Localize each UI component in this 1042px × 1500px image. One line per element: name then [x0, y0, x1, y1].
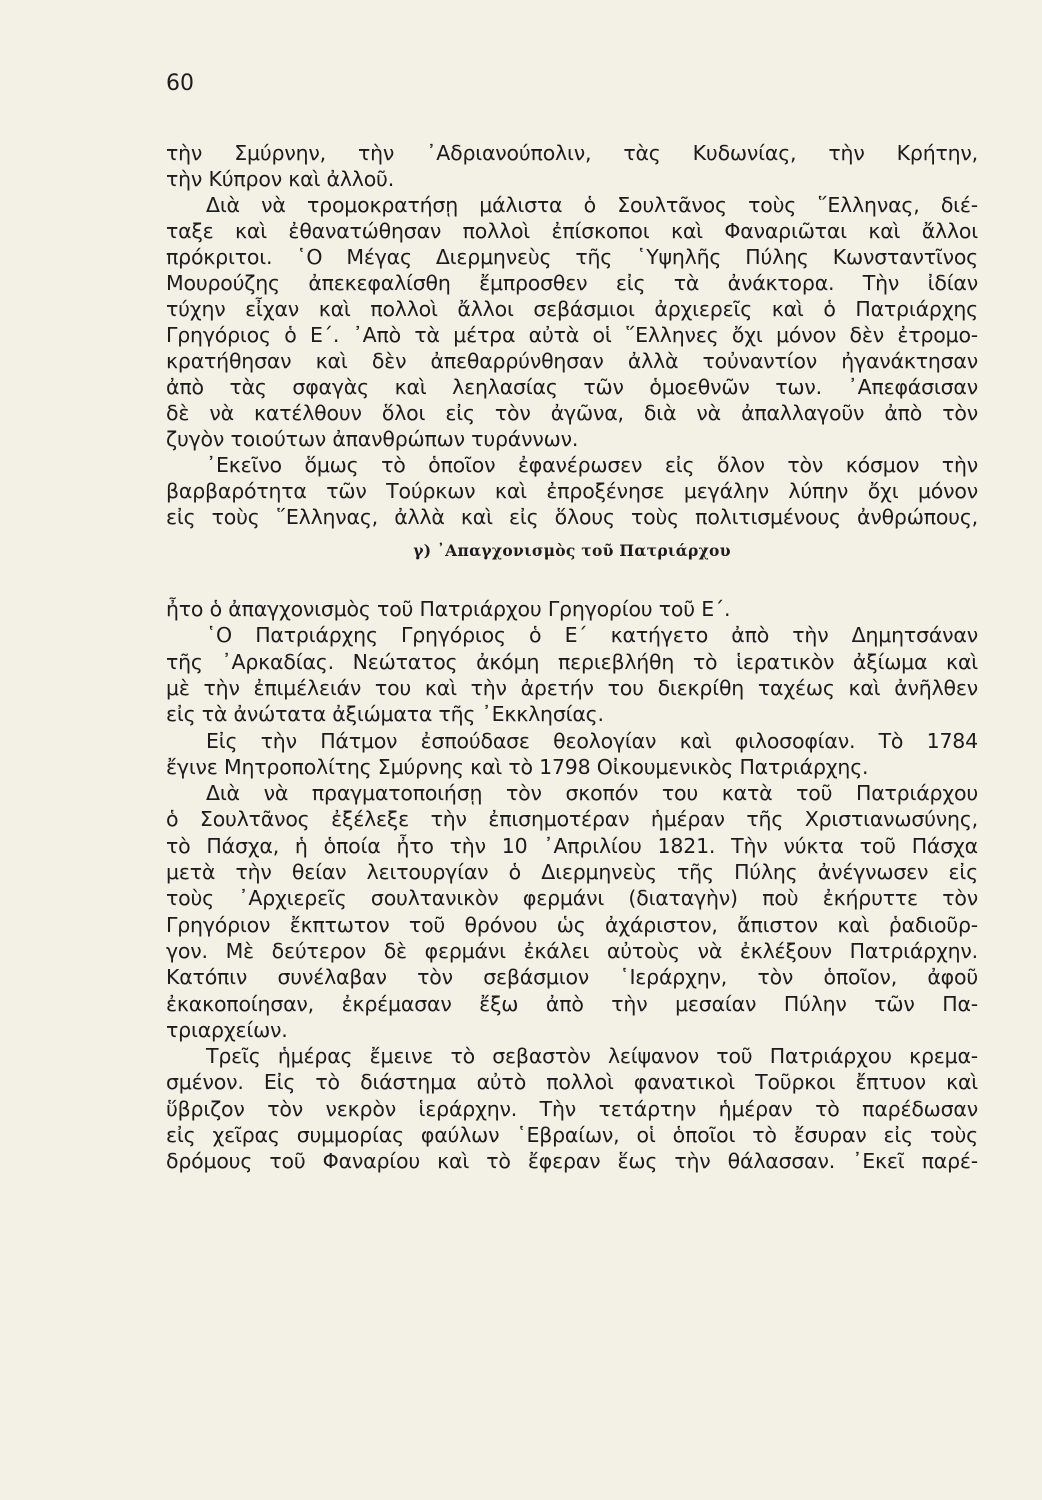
- text-line: Εἰς τὴν Πάτμον ἐσπούδασε θεολογίαν καὶ φιλοσοφίαν. Τὸ 1784: [206, 728, 978, 753]
- text-line: τοὺς ᾿Αρχιερεῖς σουλτανικὸν φερμάνι (διαταγὴν) ποὺ ἐκήρυττε τὸν: [166, 886, 978, 911]
- text-line: τὸ Πάσχα, ἡ ὁποία ἦτο τὴν 10 ᾿Απριλίου 1821. Τὴν νύκτα τοῦ Πάσχα: [166, 833, 978, 858]
- text-line: Γρηγόριος ὁ Ε΄. ᾿Απὸ τὰ μέτρα αὐτὰ οἱ ῞Ελληνες ὄχι μόνον δὲν ἐτρομο-: [166, 323, 978, 347]
- text-line: τύχην εἶχαν καὶ πολλοὶ ἄλλοι σεβάσμιοι ἀρχιερεῖς καὶ ὁ Πατριάρχης: [166, 297, 978, 321]
- text-line: μὲ τὴν ἐπιμέλειάν του καὶ τὴν ἀρετήν του διεκρίθη ταχέως καὶ ἀνῆλθεν: [166, 675, 978, 700]
- text-line: Διὰ νὰ τρομοκρατήσῃ μάλιστα ὁ Σουλτᾶνος τοὺς ῞Ελληνας, διέ-: [206, 193, 978, 217]
- text-line: ἀπὸ τὰς σφαγὰς καὶ λεηλασίας τῶν ὁμοεθνῶν των. ᾿Απεφάσισαν: [166, 375, 978, 399]
- text-line: ὕβριζον τὸν νεκρὸν ἱεράρχην. Τὴν τετάρτην ἡμέραν τὸ παρέδωσαν: [166, 1096, 978, 1121]
- text-line: εἰς τὰ ἀνώτατα ἀξιώματα τῆς ᾿Εκκλησίας.: [166, 702, 604, 727]
- text-line: ἦτο ὁ ἀπαγχονισμὸς τοῦ Πατριάρχου Γρηγορίου τοῦ Ε΄.: [166, 597, 731, 621]
- text-line: Μουρούζης ἀπεκεφαλίσθη ἔμπροσθεν εἰς τὰ ἀνάκτορα. Τὴν ἰδίαν: [166, 271, 978, 295]
- text-line: Γρηγόριον ἔκπτωτον τοῦ θρόνου ὡς ἀχάριστον, ἄπιστον καὶ ῥαδιοῦρ-: [166, 912, 978, 937]
- text-line: ἐκακοποίησαν, ἐκρέμασαν ἔξω ἀπὸ τὴν μεσαίαν Πύλην τῶν Πα-: [166, 991, 978, 1016]
- text-line: τὴν Κύπρον καὶ ἀλλοῦ.: [166, 167, 395, 191]
- text-line: μετὰ τὴν θείαν λειτουργίαν ὁ Διερμηνεὺς τῆς Πύλης ἀνέγνωσεν εἰς: [166, 860, 978, 884]
- text-line: σμένον. Εἰς τὸ διάστημα αὐτὸ πολλοὶ φανατικοὶ Τοῦρκοι ἔπτυον καὶ: [166, 1070, 978, 1095]
- text-line: κρατήθησαν καὶ δὲν ἀπεθαρρύνθησαν ἀλλὰ τοὐναντίον ἠγανάκτησαν: [166, 349, 978, 373]
- text-line: εἰς χεῖρας συμμορίας φαύλων ῾Εβραίων, οἱ ὁποῖοι τὸ ἔσυραν εἰς τοὺς: [166, 1123, 978, 1147]
- text-line: βαρβαρότητα τῶν Τούρκων καὶ ἐπροξένησε μεγάλην λύπην ὄχι μόνον: [166, 479, 978, 503]
- text-line: ᾿Εκεῖνο ὅμως τὸ ὁποῖον ἐφανέρωσεν εἰς ὅλον τὸν κόσμον τὴν: [206, 453, 978, 477]
- text-line: ῾Ο Πατριάρχης Γρηγόριος ὁ Ε΄ κατήγετο ἀπὸ τὴν Δημητσάναν: [206, 623, 978, 648]
- text-line: ταξε καὶ ἐθανατώθησαν πολλοὶ ἐπίσκοποι καὶ Φαναριῶται καὶ ἄλλοι: [166, 219, 978, 243]
- text-line: τριαρχείων.: [166, 1017, 288, 1042]
- text-line: δὲ νὰ κατέλθουν ὅλοι εἰς τὸν ἀγῶνα, διὰ νὰ ἀπαλλαγοῦν ἀπὸ τὸν: [166, 401, 978, 425]
- text-line: Διὰ νὰ πραγματοποιήσῃ τὸν σκοπόν του κατὰ τοῦ Πατριάρχου: [206, 781, 978, 806]
- text-line: γον. Μὲ δεύτερον δὲ φερμάνι ἐκάλει αὐτοὺς νὰ ἐκλέξουν Πατριάρχην.: [166, 938, 978, 963]
- text-line: ἔγινε Μητροπολίτης Σμύρνης καὶ τὸ 1798 Οἰκουμενικὸς Πατριάρχης.: [166, 754, 869, 779]
- text-line: τῆς ᾿Αρκαδίας. Νεώτατος ἀκόμη περιεβλήθη τὸ ἱερατικὸν ἀξίωμα καὶ: [166, 649, 978, 674]
- text-line: ὁ Σουλτᾶνος ἐξέλεξε τὴν ἐπισημοτέραν ἡμέραν τῆς Χριστιανωσύνης,: [166, 807, 978, 832]
- text-line: τὴν Σμύρνην, τὴν ᾿Αδριανούπολιν, τὰς Κυδωνίας, τὴν Κρήτην,: [166, 141, 978, 165]
- section-heading: γ) ᾿Απαγχονισμὸς τοῦ Πατριάρχου: [413, 541, 731, 560]
- page-number: 60: [166, 71, 194, 96]
- text-line: Τρεῖς ἡμέρας ἔμεινε τὸ σεβαστὸν λείψανον τοῦ Πατριάρχου κρεμα-: [206, 1044, 978, 1069]
- text-line: δρόμους τοῦ Φαναρίου καὶ τὸ ἔφεραν ἕως τὴν θάλασσαν. ᾿Εκεῖ παρέ-: [166, 1149, 978, 1174]
- text-line: Κατόπιν συνέλαβαν τὸν σεβάσμιον ῾Ιεράρχην, τὸν ὁποῖον, ἀφοῦ: [166, 965, 978, 990]
- text-line: ζυγὸν τοιούτων ἀπανθρώπων τυράννων.: [166, 427, 579, 451]
- text-line: πρόκριτοι. ῾Ο Μέγας Διερμηνεὺς τῆς ῾Υψηλῆς Πύλης Κωνσταντῖνος: [166, 245, 978, 269]
- text-line: εἰς τοὺς ῞Ελληνας, ἀλλὰ καὶ εἰς ὅλους τοὺς πολιτισμένους ἀνθρώπους,: [166, 505, 978, 529]
